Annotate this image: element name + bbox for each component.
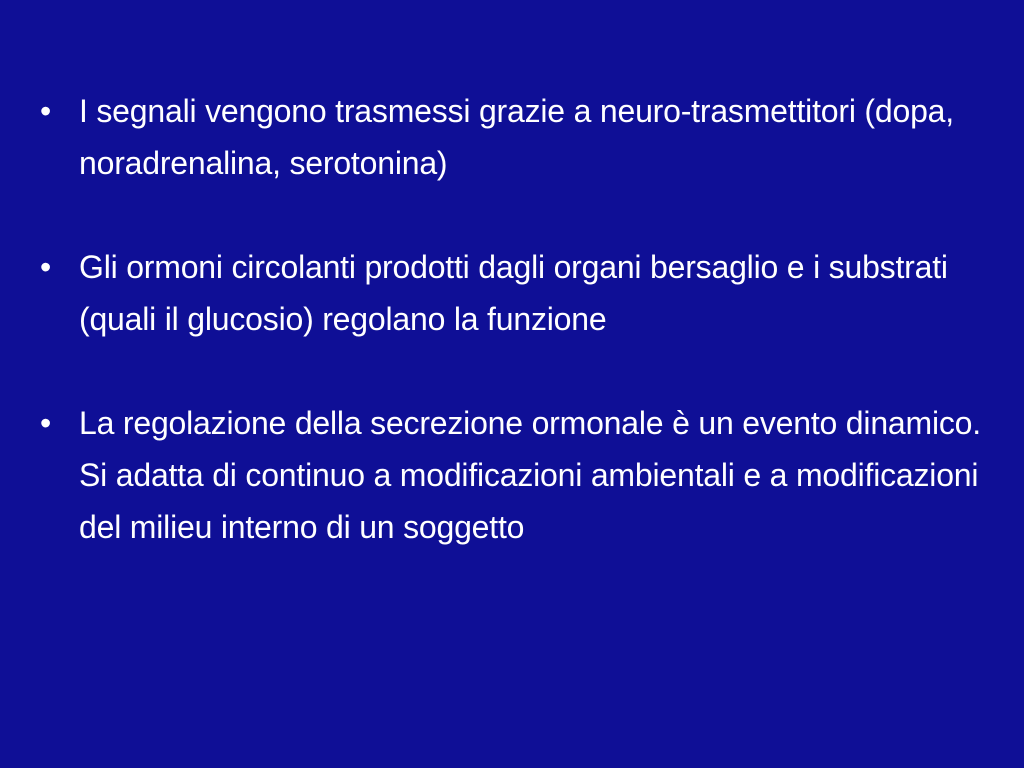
bullet-item [40,241,984,345]
bullet-item [40,397,984,553]
bullet-dot-icon: • [40,405,52,441]
bullet-dot-icon: • [40,93,52,129]
bullet-list [40,85,984,553]
bullet-text: I segnali vengono trasmessi grazie a neuro-trasmettitori (dopa, noradrenalina, serotonina) [79,93,954,181]
bullet-text: Gli ormoni circolanti prodotti dagli organi bersaglio e i substrati (quali il glucosio) regolano la funzione [79,249,948,337]
bullet-item [40,85,984,189]
bullet-text: La regolazione della secrezione ormonale è un evento dinamico. Si adatta di continuo a modificazioni ambientali e a modificazioni del milieu interno di un soggetto [79,405,981,545]
bullet-dot-icon: • [40,249,52,285]
